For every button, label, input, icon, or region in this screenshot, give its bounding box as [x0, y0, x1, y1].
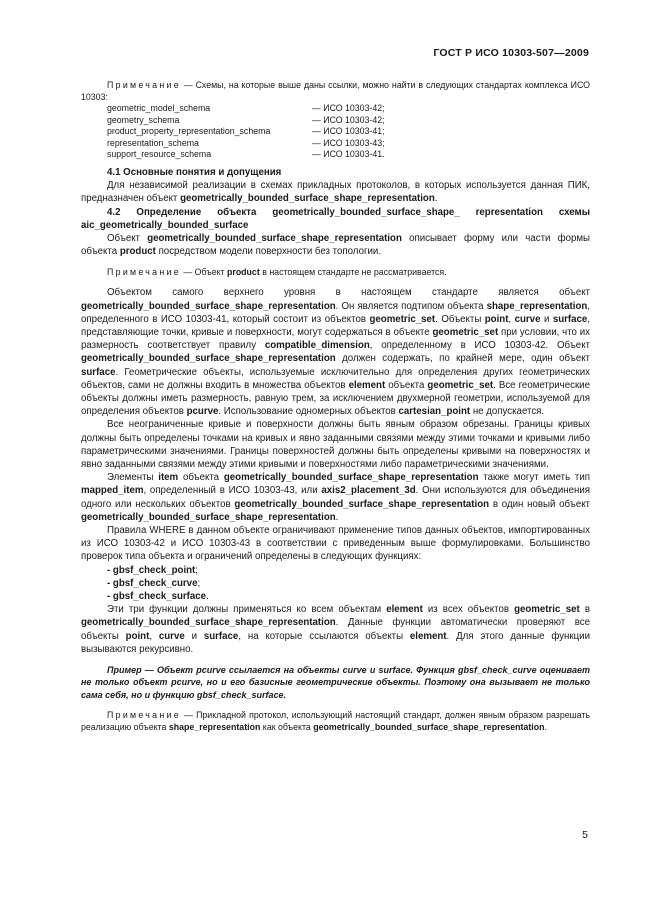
list-item: - gbsf_check_surface. [107, 591, 209, 603]
section-4-1-paragraph: Для независимой реализации в схемах прикладных протоколов, в которых используется данная ПИК, предназначен объект geometrically_bounded_surface_shape_representation. [81, 180, 590, 205]
page-number: 5 [582, 829, 588, 841]
table-row: geometry_schema — ИСО 10303-42; [107, 114, 385, 125]
note-application-protocol: Примечание — Прикладной протокол, использующий настоящий стандарт, должен явным образом разрешать реализацию объекта shape_representation как объекта geometrically_bounded_surface_shape_representation. [81, 710, 590, 733]
document-id-header: ГОСТ Р ИСО 10303-507—2009 [433, 47, 589, 59]
table-row: product_property_representation_schema — ИСО 10303-41; [107, 126, 385, 137]
section-4-2-heading: 4.2 Определение объекта geometrically_bounded_surface_shape_ representation схемы aic_geometrically_bounded_surface [81, 206, 590, 231]
note-schemas: Примечание — Схемы, на которые выше даны ссылки, можно найти в следующих стандартах комплекса ИСО 10303: [81, 80, 590, 102]
note-label: Примечание [107, 80, 181, 90]
schema-reference-table [107, 103, 385, 161]
paragraph-items: Элементы item объекта geometrically_bounded_surface_shape_representation также могут иметь тип mapped_item, определенный в ИСО 10303-43, или axis2_placement_3d. Они используются для объединения одного или нескольких объектов geometrically_bounded_surface_shape_representation в один новый объект geometrically_bounded_surface_shape_representation. [81, 472, 590, 523]
page-content [81, 79, 590, 733]
paragraph-trimming: Все неограниченные кривые и поверхности должны быть явным образом обрезаны. Границы кривых должны быть определены точками на кривых и явно заданными связями между этими точками и кривыми либо параметрическими значениями. Границы поверхностей должны быть определены кривыми на поверхностях и явно заданными связями между этими кривыми и поверхностями либо параметрическими значениями. [81, 419, 590, 471]
function-list [107, 564, 590, 604]
note-product: Примечание — Объект product в настоящем стандарте не рассматривается. [107, 267, 447, 278]
section-4-2-paragraph: Объект geometrically_bounded_surface_shape_representation описывает форму или части формы объекта product посредством модели поверхности без топологии. [81, 232, 590, 258]
list-item: - gbsf_check_curve; [107, 577, 201, 589]
list-item: - gbsf_check_point; [107, 564, 198, 576]
table-row: support_resource_schema — ИСО 10303-41. [107, 149, 385, 160]
section-4-1-heading: 4.1 Основные понятия и допущения [107, 166, 282, 178]
example-block: Пример — Объект pcurve ссылается на объекты curve и surface. Функция gbsf_check_curve оценивает не только объект pcurve, но и его базисные геометрические объекты. Поэтому она вызывает не только сама себя, но и функцию gbsf_check_surface. [81, 665, 590, 700]
paragraph-top-level-object: Объектом самого верхнего уровня в настоящем стандарте является объект geometrically_bounded_surface_shape_representation. Он является подтипом объекта shape_representation, определенного в ИСО 10303-41, который состоит из объектов geometric_set. Объекты point, curve и surface, представляющие точки, кривые и поверхности, могут содержаться в объекте geometric_set при условии, что их размерность соответствует правилу compatible_dimension, определенному в ИСО 10303-42. Объект geometrically_bounded_surface_shape_representation должен содержать, по крайней мере, один объект surface. Геометрические объекты, используемые исключительно для определения других геометрических объектов, сами не должны входить в множества объектов element объекта geometric_set. Все геометрические объекты должны иметь размерность, равную трем, за исключением двухмерной геометрии, используемой для определения объектов pcurve. Использование одномерных объектов cartesian_point не допускается. [81, 287, 590, 418]
table-row: geometric_model_schema — ИСО 10303-42; [107, 103, 385, 113]
paragraph-where-rules: Правила WHERE в данном объекте ограничивают применение типов данных объектов, импортированных из ИСО 10303-42 и ИСО 10303-43 в соответствии с приведенным выше формулировками. Большинство проверок типа объекта и ограничений определены в следующих функциях: [81, 525, 590, 563]
table-row: representation_schema — ИСО 10303-43; [107, 137, 385, 148]
paragraph-functions-apply: Эти три функции должны применяться ко всем объектам element из всех объектов geometric_set в geometrically_bounded_surface_shape_representation. Данные функции автоматически проверяют все объекты point, curve и surface, на которые ссылаются объекты element. Для этого данные функции вызываются рекурсивно. [81, 604, 590, 655]
